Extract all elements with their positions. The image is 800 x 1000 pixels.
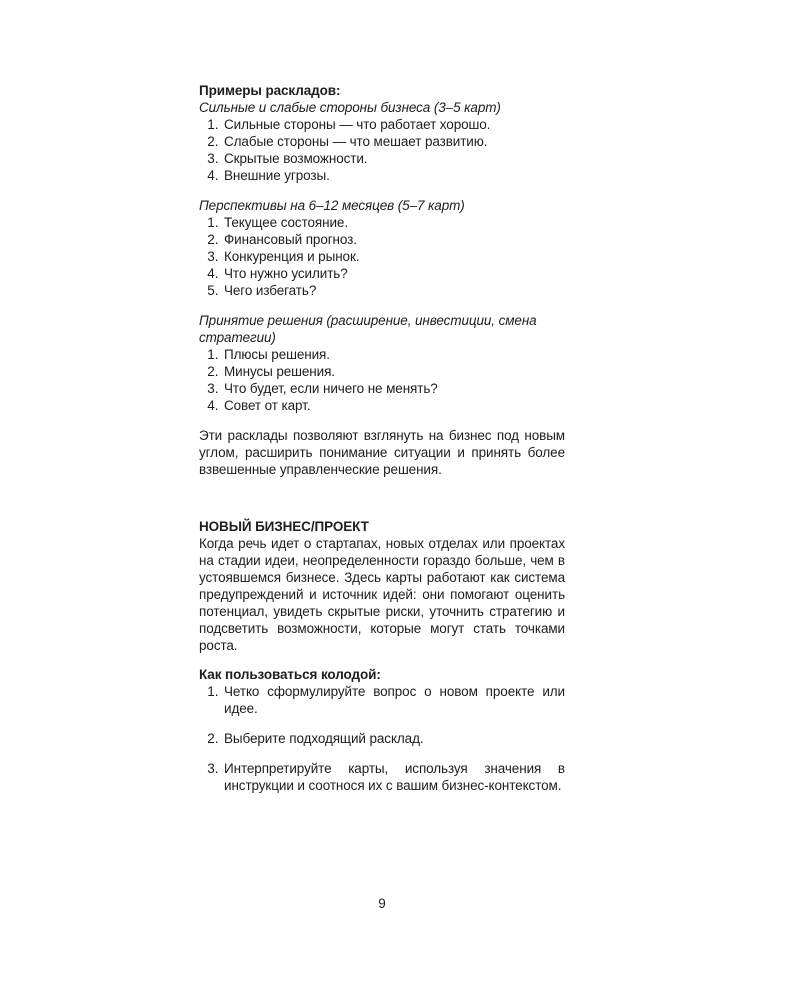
section-paragraph: Когда речь идет о стартапах, новых отделах или проектах на стадии идеи, неопределенности гораздо больше, чем в устоявшемся бизнесе. Здесь карты работают как система предупреждений и источник идей: они помогают оценить потенциал, увидеть скрытые риски, уточнить стратегию и подсветить возможности, которые могут стать точками роста.	[199, 536, 565, 653]
list-item: 2. Минусы решения.	[222, 363, 565, 380]
page-content	[199, 82, 565, 794]
spread-title-perspectives: Перспективы на 6–12 месяцев (5–7 карт)	[199, 198, 465, 213]
list-item: 4. Что нужно усилить?	[222, 265, 565, 282]
spread-title-strengths: Сильные и слабые стороны бизнеса (3–5 карт)	[199, 100, 501, 115]
examples-heading: Примеры раскладов:	[199, 83, 341, 98]
spread-list-strengths	[199, 116, 565, 184]
page-number: 9	[378, 896, 386, 911]
spread-list-decision	[199, 346, 565, 414]
list-item: 4. Совет от карт.	[222, 397, 565, 414]
list-item: 4. Внешние угрозы.	[222, 167, 565, 184]
list-item: 3. Интерпретируйте карты, используя значения в инструкции и соотнося их с вашим бизнес-контекстом.	[222, 760, 565, 794]
list-item: 1. Сильные стороны — что работает хорошо.	[222, 116, 565, 133]
list-item: 2. Слабые стороны — что мешает развитию.	[222, 133, 565, 150]
spread-title-decision: Принятие решения (расширение, инвестиции, смена стратегии)	[199, 313, 537, 345]
howto-heading: Как пользоваться колодой:	[199, 667, 381, 682]
list-item: 3. Конкуренция и рынок.	[222, 248, 565, 265]
howto-list	[199, 683, 565, 794]
summary-paragraph: Эти расклады позволяют взглянуть на бизнес под новым углом, расширить понимание ситуации и принять более взвешенные управленческие решения.	[199, 428, 565, 477]
spread-list-perspectives	[199, 214, 565, 299]
list-item: 1. Текущее состояние.	[222, 214, 565, 231]
list-item: 2. Финансовый прогноз.	[222, 231, 565, 248]
list-item: 1. Четко сформулируйте вопрос о новом проекте или идее.	[222, 683, 565, 717]
list-item: 3. Что будет, если ничего не менять?	[222, 380, 565, 397]
list-item: 5. Чего избегать?	[222, 282, 565, 299]
section-heading-new-business: НОВЫЙ БИЗНЕС/ПРОЕКТ	[199, 519, 369, 534]
list-item: 3. Скрытые возможности.	[222, 150, 565, 167]
list-item: 2. Выберите подходящий расклад.	[222, 730, 565, 747]
list-item: 1. Плюсы решения.	[222, 346, 565, 363]
